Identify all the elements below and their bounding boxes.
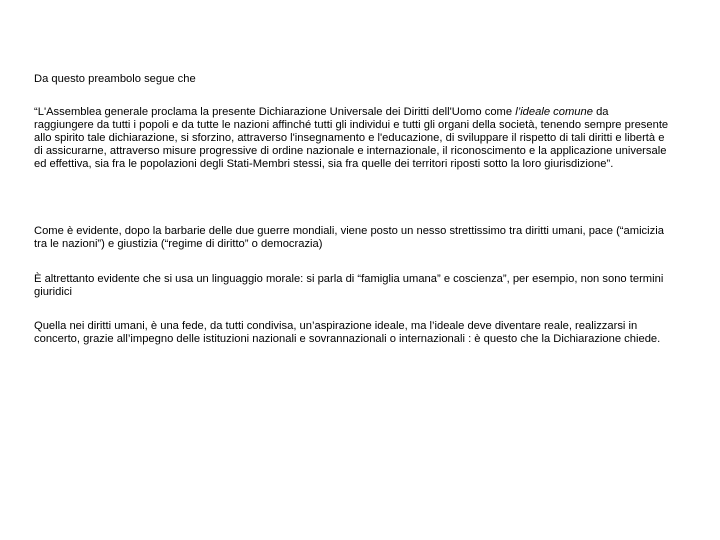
quote-emphasis: l’ideale comune (515, 106, 593, 118)
paragraph-war-peace-justice: Come è evidente, dopo la barbarie delle due guerre mondiali, viene posto un nesso strettissimo tra diritti umani, pace (“amicizia tra le nazioni”) e giustizia (“regime di diritto” o democrazia) (34, 225, 664, 250)
intro-text: Da questo preambolo segue che (34, 73, 196, 85)
paragraph-moral-language: È altrettanto evidente che si usa un linguaggio morale: si parla di “famiglia umana” e coscienza”, per esempio, non sono termini giuridici (34, 273, 664, 298)
declaration-quote (34, 106, 670, 171)
quote-text-end: da raggiungere da tutti i popoli e da tutte le nazioni affinché tutti gli individui e tutti gli organi della società, tenendo sempre presente allo spirito tale dichiarazione, si sforzino, attraverso l'insegnamento e l'educazione, di sviluppare il rispetto di tali diritti e libertà e di assicurarne, attraverso misure progressive di ordine nazionale e internazionale, il riconoscimento e la applicazione universale ed effettiva, sia fra le popolazioni degli Stati-Membri stessi, sia fra quelle dei territori riposti sotto la loro giurisdizione”. (34, 106, 669, 170)
quote-text-start: “L'Assemblea generale proclama la presente Dichiarazione Universale dei Diritti dell'Uomo come (34, 106, 516, 118)
paragraph-human-rights-faith: Quella nei diritti umani, è una fede, da tutti condivisa, un’aspirazione ideale, ma l’ideale deve diventare reale, realizzarsi in concerto, grazie all’impegno delle istituzioni nazionali e sovrannazionali o internazionali : è questo che la Dichiarazione chiede. (34, 320, 661, 345)
